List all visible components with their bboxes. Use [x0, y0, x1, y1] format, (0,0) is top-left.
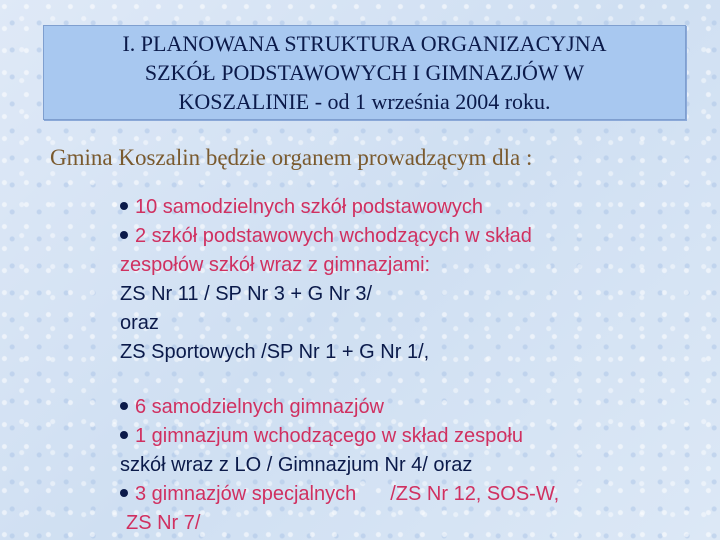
list-item-text: szkół wraz z LO / Gimnazjum Nr 4/: [120, 454, 428, 476]
list-item: [120, 422, 710, 451]
list-item-tail: /ZS Nr 12, SOS-W,: [390, 483, 560, 505]
list-item: [120, 222, 700, 251]
title-box: [43, 25, 686, 120]
list-item-text: 2 szkół podstawowych wchodzących w skład: [135, 225, 532, 247]
zs-line-2: ZS Sportowych /SP Nr 1 + G Nr 1/,: [120, 341, 430, 363]
oraz-line: oraz: [120, 312, 159, 334]
oraz-text: oraz: [433, 454, 473, 476]
school-list-primary: [120, 193, 700, 367]
list-item-text: 6 samodzielnych gimnazjów: [135, 396, 385, 418]
list-item-continuation: zespołów szkół wraz z gimnazjami:: [120, 254, 431, 276]
bullet-icon: [120, 202, 128, 210]
school-list-gymnasium: [120, 393, 710, 538]
bullet-icon: [120, 489, 128, 497]
bullet-icon: [120, 431, 128, 439]
list-item-text: 3 gimnazjów specjalnych: [135, 483, 357, 505]
list-item-text: 1 gimnazjum wchodzącego w skład zespołu: [135, 425, 523, 447]
list-item: [120, 193, 700, 222]
title-line-3: KOSZALINIE - od 1 września 2004 roku.: [178, 89, 551, 114]
list-item: [120, 480, 710, 509]
title-line-1: I. PLANOWANA STRUKTURA ORGANIZACYJNA: [122, 31, 607, 56]
list-item-text: 10 samodzielnych szkół podstawowych: [135, 196, 483, 218]
list-item-continuation: ZS Nr 7/: [126, 512, 201, 534]
bullet-icon: [120, 231, 128, 239]
title-line-2: SZKÓŁ PODSTAWOWYCH I GIMNAZJÓW W: [144, 60, 585, 85]
list-item-continuation: [120, 451, 710, 480]
bullet-icon: [120, 402, 128, 410]
zs-line-1: ZS Nr 11 / SP Nr 3 + G Nr 3/: [120, 283, 373, 305]
subtitle: Gmina Koszalin będzie organem prowadzącym dla :: [50, 145, 533, 170]
list-item: [120, 393, 710, 422]
